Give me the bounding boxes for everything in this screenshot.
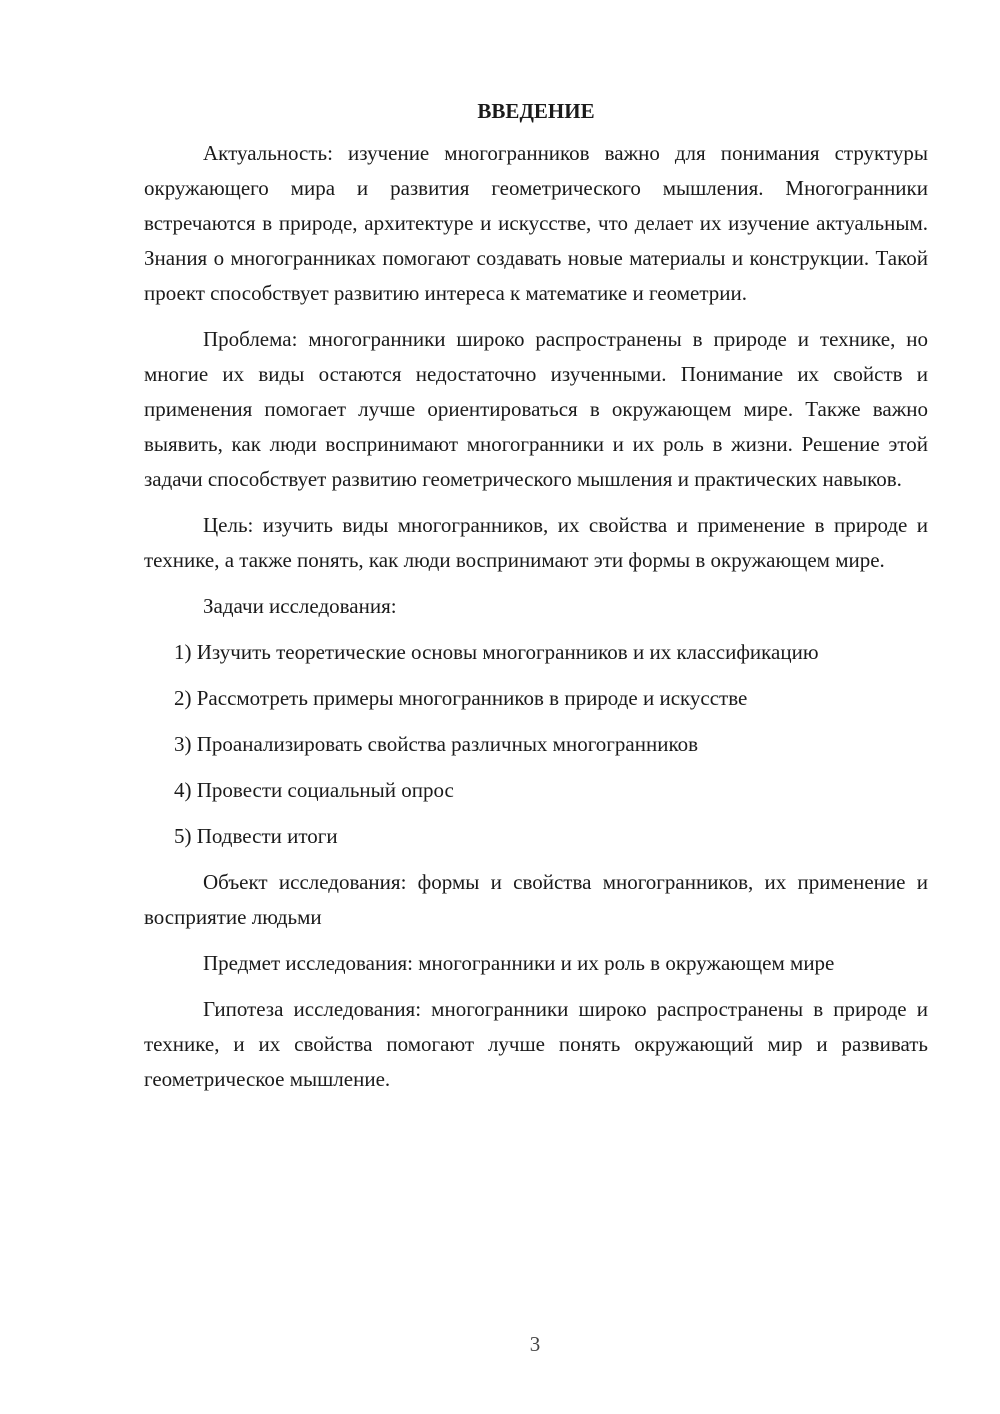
paragraph-subject: Предмет исследования: многогранники и их роль в окружающем мире bbox=[203, 951, 835, 975]
task-item-5: 5) Подвести итоги bbox=[174, 824, 338, 848]
task-item-2: 2) Рассмотреть примеры многогранников в природе и искусстве bbox=[174, 686, 748, 710]
page-number: 3 bbox=[529, 1332, 541, 1356]
paragraph-relevance: Актуальность: изучение многогранников важно для понимания структуры окружающего мира и развития геометрического мышления. Многогранники встречаются в природе, архитектуре и искусстве, что делает их изучение актуальным. Знания о многогранниках помогают создавать новые материалы и конструкции. Такой проект способствует развитию интереса к математике и геометрии. bbox=[144, 141, 928, 305]
task-item-1: 1) Изучить теоретические основы многогранников и их классификацию bbox=[174, 640, 819, 664]
tasks-heading: Задачи исследования: bbox=[203, 594, 397, 618]
section-title: ВВЕДЕНИЕ bbox=[477, 99, 595, 123]
paragraph-object: Объект исследования: формы и свойства многогранников, их применение и восприятие людьми bbox=[144, 870, 928, 929]
paragraph-goal: Цель: изучить виды многогранников, их свойства и применение в природе и технике, а также понять, как люди воспринимают эти формы в окружающем мире. bbox=[144, 513, 928, 572]
task-item-3: 3) Проанализировать свойства различных многогранников bbox=[174, 732, 698, 756]
document-page bbox=[144, 96, 928, 1108]
paragraph-hypothesis: Гипотеза исследования: многогранники широко распространены в природе и технике, и их свойства помогают лучше понять окружающий мир и развивать геометрическое мышление. bbox=[144, 997, 928, 1091]
task-item-4: 4) Провести социальный опрос bbox=[174, 778, 454, 802]
paragraph-problem: Проблема: многогранники широко распространены в природе и технике, но многие их виды остаются недостаточно изученными. Понимание их свойств и применения помогает лучше ориентироваться в окружающем мире. Также важно выявить, как люди воспринимают многогранники и их роль в жизни. Решение этой задачи способствует развитию геометрического мышления и практических навыков. bbox=[144, 327, 928, 491]
